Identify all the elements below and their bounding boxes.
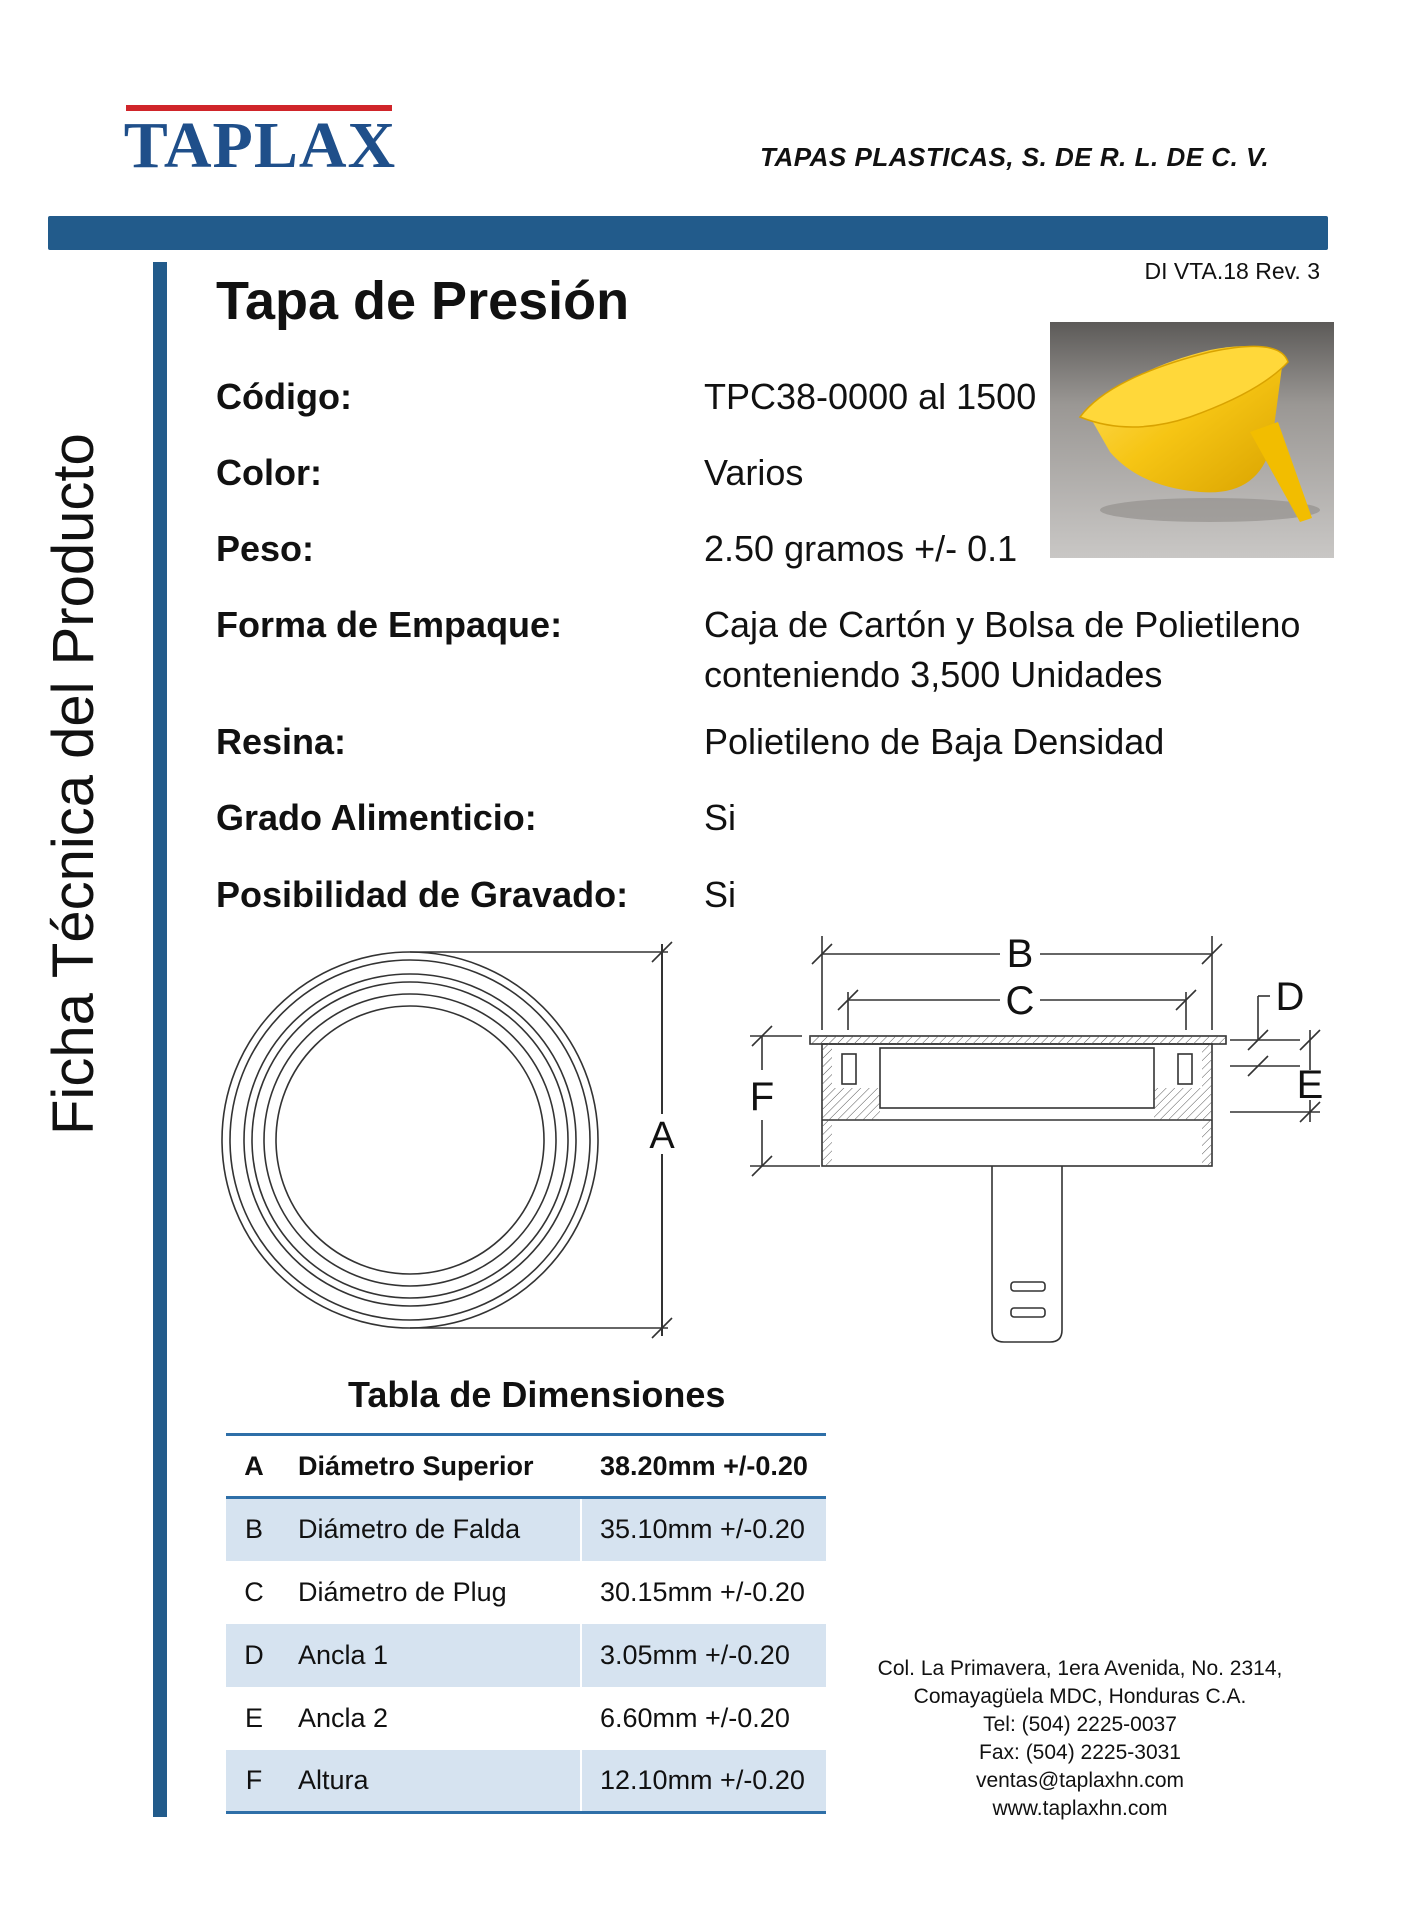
sidebar-title: Ficha Técnica del Producto <box>41 433 106 1135</box>
header-bar <box>48 216 1328 250</box>
logo-text: TAPLAX <box>123 109 397 182</box>
table-cell-desc: Diámetro de Falda <box>282 1498 581 1561</box>
spec-value-resina: Polietileno de Baja Densidad <box>704 721 1165 762</box>
doc-reference: DI VTA.18 Rev. 3 <box>1144 258 1320 284</box>
dim-label-b: B <box>1006 932 1034 976</box>
table-row <box>226 1687 826 1750</box>
table-cell-value: 3.05mm +/-0.20 <box>600 1639 790 1670</box>
table-cell-value: 38.20mm +/-0.20 <box>600 1450 808 1481</box>
contact-address-line1: Col. La Primavera, 1era Avenida, No. 2314, <box>877 1657 1283 1680</box>
table-cell-desc: Ancla 1 <box>282 1624 581 1687</box>
table-row <box>226 1624 826 1687</box>
table-cell-value: 30.15mm +/-0.20 <box>600 1576 805 1607</box>
table-cell-desc: Diámetro Superior <box>282 1435 581 1498</box>
side-view-drawing <box>730 930 1340 1350</box>
table-cell-desc: Altura <box>282 1750 581 1813</box>
contact-tel: Tel: (504) 2225-0037 <box>983 1713 1177 1736</box>
spec-value-empaque-line2: conteniendo 3,500 Unidades <box>704 654 1163 695</box>
dim-label-e: E <box>1296 1063 1324 1107</box>
spec-label-grado: Grado Alimenticio: <box>216 797 537 838</box>
spec-label-codigo: Código: <box>216 376 352 417</box>
table-cell-key: C <box>244 1576 264 1607</box>
spec-label-resina: Resina: <box>216 721 347 762</box>
top-view-drawing <box>200 940 700 1360</box>
contact-block <box>850 1655 1310 1823</box>
table-row <box>226 1435 826 1498</box>
product-photo <box>1050 322 1334 558</box>
table-cell-key: B <box>244 1514 263 1545</box>
sidebar-bar <box>153 262 167 1817</box>
page-title: Tapa de Presión <box>216 271 630 331</box>
dimensions-table <box>226 1433 826 1814</box>
spec-value-empaque: Caja de Cartón y Bolsa de Polietileno <box>704 604 1301 645</box>
spec-value-color: Varios <box>704 452 804 493</box>
table-cell-value: 6.60mm +/-0.20 <box>600 1702 790 1733</box>
table-cell-key: D <box>244 1639 264 1670</box>
spec-label-empaque: Forma de Empaque: <box>216 604 563 645</box>
spec-value-gravado: Si <box>704 874 737 915</box>
table-cell-key: E <box>244 1702 263 1733</box>
spec-label-gravado: Posibilidad de Gravado: <box>216 874 629 915</box>
table-row <box>226 1498 826 1561</box>
spec-value-grado: Si <box>704 797 737 838</box>
table-row <box>226 1561 826 1624</box>
spec-value-peso: 2.50 gramos +/- 0.1 <box>704 528 1018 569</box>
dim-label-a: A <box>649 1115 675 1157</box>
contact-fax: Fax: (504) 2225-3031 <box>979 1741 1181 1764</box>
table-cell-key: F <box>245 1764 263 1795</box>
dim-label-f: F <box>749 1075 775 1119</box>
contact-website[interactable]: www.taplaxhn.com <box>992 1797 1168 1820</box>
table-cell-desc: Ancla 2 <box>282 1687 581 1750</box>
contact-email[interactable]: ventas@taplaxhn.com <box>975 1769 1185 1792</box>
dimensions-table-title: Tabla de Dimensiones <box>348 1374 726 1415</box>
table-cell-key: A <box>244 1450 264 1481</box>
spec-value-codigo: TPC38-0000 al 1500 <box>704 376 1037 417</box>
dim-label-c: C <box>1005 979 1035 1023</box>
company-name: TAPAS PLASTICAS, S. DE R. L. DE C. V. <box>760 142 1270 172</box>
spec-label-color: Color: <box>216 452 322 493</box>
taplax-logo <box>120 95 400 195</box>
table-cell-value: 12.10mm +/-0.20 <box>600 1764 805 1795</box>
dim-label-d: D <box>1275 975 1305 1019</box>
table-cell-desc: Diámetro de Plug <box>282 1561 581 1624</box>
spec-label-peso: Peso: <box>216 528 315 569</box>
table-cell-value: 35.10mm +/-0.20 <box>600 1514 805 1545</box>
contact-address-line2: Comayagüela MDC, Honduras C.A. <box>913 1685 1247 1708</box>
table-row <box>226 1750 826 1813</box>
